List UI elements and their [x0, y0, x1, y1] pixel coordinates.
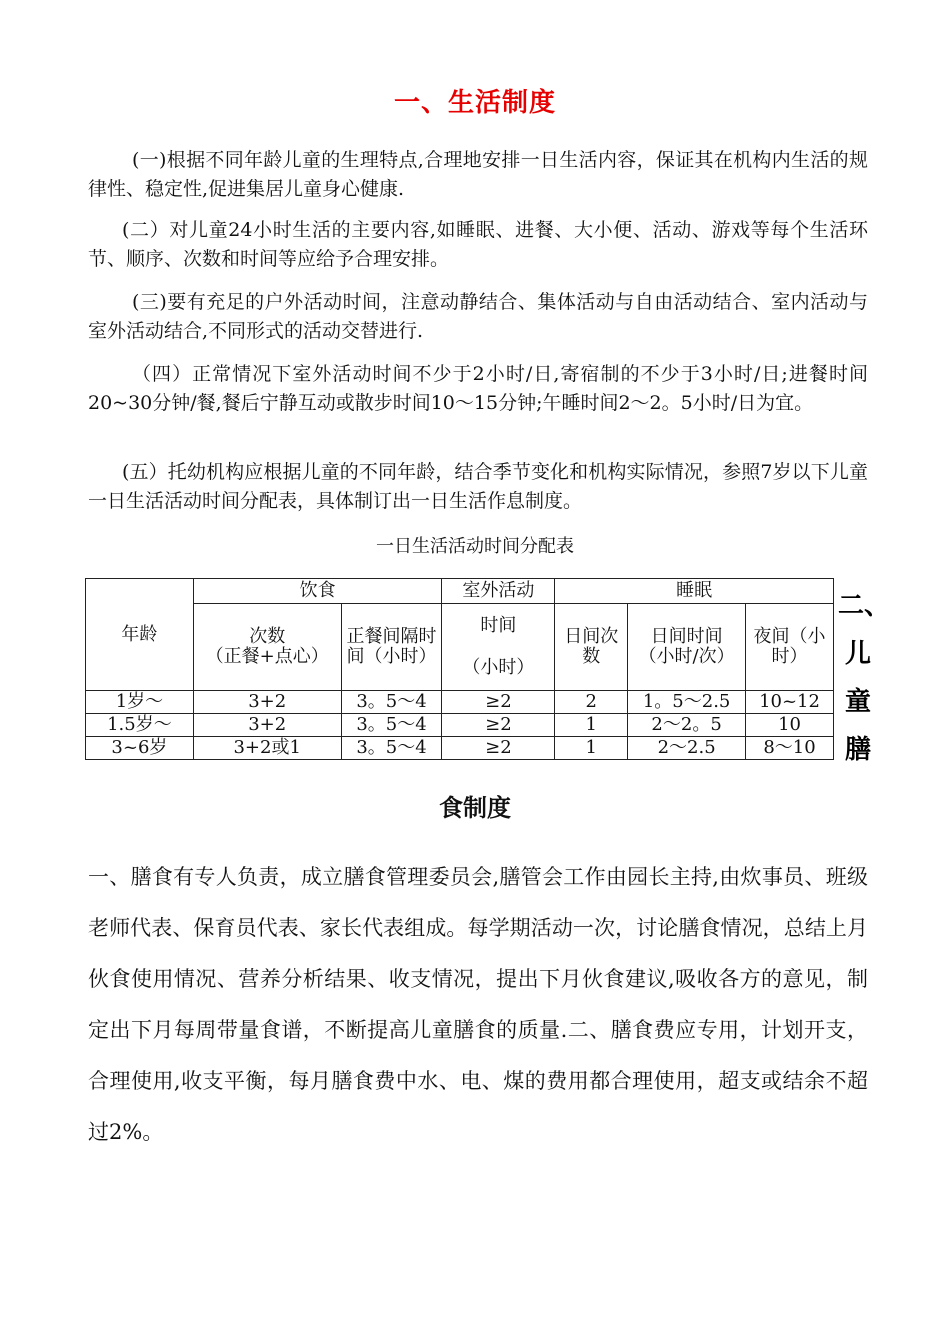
cell-night-sleep: 8～10 [746, 737, 834, 760]
table-caption: 一日生活活动时间分配表 [376, 536, 574, 557]
paragraph-3: (三)要有充足的户外活动时间，注意动静结合、集体活动与自由活动结合、室内活动与室外活动结合,不同形式的活动交替进行. [88, 291, 868, 342]
cell-naps: 1 [555, 714, 628, 737]
cell-outdoor: ≥2 [442, 714, 555, 737]
side-title-char: 儿 [844, 639, 871, 669]
paragraph-5: (五）托幼机构应根据儿童的不同年龄，结合季节变化和机构实际情况，参照7岁以下儿童一日生活活动时间分配表，具体制订出一日生活作息制度。 [88, 461, 868, 512]
header-outdoor: 室外活动 [442, 579, 555, 604]
cell-outdoor: ≥2 [442, 691, 555, 714]
header-meals-count-label: 次数 [249, 626, 286, 647]
header-day-sleep: 日间时间（小时/次） [628, 604, 746, 691]
header-diet: 饮食 [193, 579, 442, 604]
cell-naps: 2 [555, 691, 628, 714]
diet-system-body: 一、膳食有专人负责，成立膳食管理委员会,膳管会工作由园长主持,由炊事员、班级老师代表、保育员代表、家长代表组成。每学期活动一次，讨论膳食情况，总结上月伙食使用情况、营养分析结果、收支情况，提出下月伙食建议,吸收各方的意见，制定出下月每周带量食谱，不断提高儿童膳食的质量.二、膳食费应专用，计划开支，合理使用,收支平衡，每月膳食费中水、电、煤的费用都合理使用，超支或结余不超过2%。 [88, 865, 868, 1144]
header-night-sleep: 夜间（小时） [746, 604, 834, 691]
cell-meals: 3+2或1 [193, 737, 341, 760]
header-meal-interval: 正餐间隔时间（小时） [341, 604, 442, 691]
cell-naps: 1 [555, 737, 628, 760]
header-sleep: 睡眠 [555, 579, 834, 604]
cell-interval: 3。5～4 [341, 714, 442, 737]
cell-meals: 3+2 [193, 691, 341, 714]
header-day-naps: 日间次数 [555, 604, 628, 691]
table-row [86, 691, 834, 714]
side-title-char: 童 [844, 687, 871, 717]
header-outdoor-time [442, 604, 555, 691]
header-meals-count-note: （正餐+点心） [205, 646, 329, 667]
cell-age: 1.5岁～ [86, 714, 194, 737]
side-title-char: 膳 [844, 735, 871, 765]
section-title-living-system: 一、生活制度 [393, 88, 556, 118]
header-meals-count [193, 604, 341, 691]
cell-interval: 3。5～4 [341, 737, 442, 760]
header-age: 年龄 [86, 579, 194, 691]
header-outdoor-unit: （小时） [462, 657, 535, 678]
section-title-diet-rest: 食制度 [439, 794, 511, 822]
paragraph-4: （四）正常情况下室外活动时间不少于2小时/日,寄宿制的不少于3小时/日;进餐时间20~30分钟/餐,餐后宁静互动或散步时间10～15分钟;午睡时间2～2。5小时/日为宜。 [88, 363, 868, 414]
cell-night-sleep: 10 [746, 714, 834, 737]
cell-meals: 3+2 [193, 714, 341, 737]
cell-outdoor: ≥2 [442, 737, 555, 760]
cell-day-sleep: 2～2。5 [628, 714, 746, 737]
table-row [86, 737, 834, 760]
cell-night-sleep: 10~12 [746, 691, 834, 714]
activity-time-table [85, 578, 834, 760]
table-row [86, 714, 834, 737]
section-title-diet-side [838, 582, 891, 774]
paragraph-2: (二）对儿童24小时生活的主要内容,如睡眠、进餐、大小便、活动、游戏等每个生活环节、顺序、次数和时间等应给予合理安排。 [88, 219, 868, 270]
cell-age: 1岁～ [86, 691, 194, 714]
cell-day-sleep: 2～2.5 [628, 737, 746, 760]
cell-age: 3~6岁 [86, 737, 194, 760]
paragraph-1: (一)根据不同年龄儿童的生理特点,合理地安排一日生活内容，保证其在机构内生活的规律性、稳定性,促进集居儿童身心健康. [88, 149, 868, 200]
side-title-char: 二、 [838, 591, 891, 621]
cell-day-sleep: 1。5～2.5 [628, 691, 746, 714]
cell-interval: 3。5～4 [341, 691, 442, 714]
header-outdoor-time-label: 时间 [480, 615, 517, 636]
